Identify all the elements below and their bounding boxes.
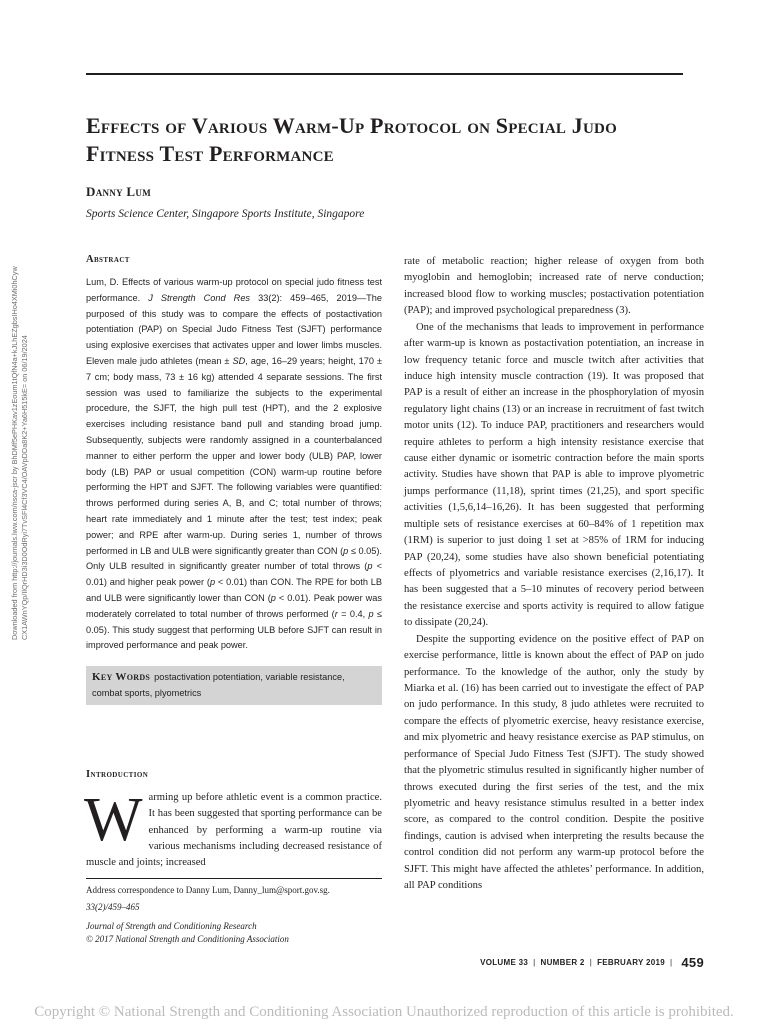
body-paragraph: One of the mechanisms that leads to improvement in performance after warm-up is known as postactivation potentiation, an increase in low frequency tetanic force and muscle twitch after activities that induce high intensity muscle contraction (19). It was proposed that PAP is a result of either an increase in the phosphorylation of myosin regulatory light chains (13) or an increase in recruitment of fast twitch motor units (12). To induce PAP, practitioners and researchers would require athletes to perform a high intensity resistance exercise that cause either dynamic or isometric contraction before the main sports activity. Studies have shown that PAP is able to improve plyometric jumps performance (11,18), sprint times (21,25), and sport specific activities (1,5,6,14–16,26). It has been suggested that performing multiple sets of resistance exercises at 60–84% of 1 repetition max (1RM) is superior to just doing 1 set at >85% of 1RM for inducing PAP (20,24), some studies have also shown beneficial potentiating effects of plyometrics and variable resistance exercises (2,16,17). It has been suggested that a 5–10 minutes of recovery period between the resistance exercise and sports activity is required to allow fatigue to dissipate (20,24). xyxy=(404,321,704,629)
author-name: Danny Lum xyxy=(86,184,152,199)
copyright-banner: Copyright © National Strength and Conditioning Association Unauthorized reproduction of this article is prohibited. xyxy=(34,1004,734,1020)
page-number: 459 xyxy=(681,955,704,970)
correspondence-note: Address correspondence to Danny Lum, Danny_lum@sport.gov.sg. xyxy=(86,885,330,895)
journal-name: Journal of Strength and Conditioning Research xyxy=(86,921,257,931)
volume-note: 33(2)/459–465 xyxy=(86,902,140,912)
footer-separator: | xyxy=(589,958,593,967)
abstract-heading: Abstract xyxy=(86,254,130,265)
download-notice xyxy=(4,170,44,640)
footnote-rule xyxy=(86,878,382,879)
journal-copyright: © 2017 National Strength and Conditioning Association xyxy=(86,934,289,944)
abstract-text: Lum, D. Effects of various warm-up protocol on special judo fitness test performance. J Strength Cond Res 33(2): 459–465, 2019—The purposed of this study was to compare the effects of postactivation potentiation (PAP) on Special Judo Fitness Test (SJFT) performance using explosive exercises that activates upper and lower limbs muscles. Eleven male judo athletes (mean ± SD, age, 16–29 years; height, 170 ± 7 cm; body mass, 73 ± 16 kg) attended 4 separate sessions. The first session was used to familiarize the subjects to the experimental procedure, the SJFT, the high pull test (HPT), and the 2 explosive exercises including resistance band pull and standing broad jump. Subsequently, subjects were randomly assigned in a counterbalanced manner to either perform the upper and lower body (ULB) PAP, lower body (LB) PAP or usual competition (CON) warm-up routine before performing the HPT and SJFT. The following variables were quantified: throws performed during series A, B, and C; total number of throws; heart rate immediately and 1 minute after the test; test index; peak power; and RPE after warm-up. During series 1, number of throws performed in LB and ULB were significantly greater than CON (p ≤ 0.05). Only ULB resulted in significantly greater number of total throws (p < 0.01) and higher peak power (p < 0.01) than CON. The RPE for both LB and ULB were significantly lower than CON (p < 0.01). Peak power was moderately correlated to total number of throws performed (r = 0.4, p ≤ 0.05). This study suggest that performing ULB before SJFT can result in improved performance and peak power. xyxy=(86,277,383,651)
introduction-text: Warming up before athletic event is a common practice. It has been suggested that sporting performance can be enhanced by performing a warm-up routine via various mechanisms including decreased resistance of muscle and joints; increased xyxy=(84,786,382,869)
download-notice-text: Downloaded from http://journals.lww.com/nsca-jscr by BhDMf5ePHKav1zEoum1tQfN4a+kJLhEZgbsIHo4XMi0hCyw CX1AWnYQp/IlQrHD3i3D0OdRyi7TvSFl4Cf3VC4/OAVpDDa8K2+Ya6H515kE= on 06/19/2024 xyxy=(10,266,29,640)
footer-separator: | xyxy=(670,958,673,967)
body-paragraph: Despite the supporting evidence on the positive effect of PAP on exercise performance, little is known about the effect of PAP on judo performance. To the knowledge of the author, only the study by Miarka et al. (16) has been carried out to investigate the effect of PAP on judo performance. In this study, 8 judo athletes were recruited to compare the effects of plyometric exercise, heavy resistance exercise, and mix plyometric and heavy resistance exercise as PAP stimulus, on performance of Special Judo Fitness Test (SJFT). The study showed that the plyometric stimulus resulted in significantly higher number of throws executed during the first series of the test, and the mix plyometric and heavy resistance stimulus resulted in a better index score, as compared to the control condition. Despite the positive findings, caution is advised when interpreting the results because the control condition did not perform any warm-up protocol before the SJFT. This might have affected the athletes’ performance. In addition, all PAP conditions xyxy=(404,633,704,892)
footnotes xyxy=(86,884,386,946)
footer-number: NUMBER 2 xyxy=(540,958,585,967)
article-title: Effects of Various Warm-Up Protocol on Special Judo Fitness Test Performance xyxy=(86,113,617,166)
keywords-label: Key Words xyxy=(92,671,151,684)
footer-date: FEBRUARY 2019 xyxy=(597,958,666,967)
drop-cap: W xyxy=(84,786,143,854)
keywords-text: postactivation potentiation, variable resistance, combat sports, plyometrics xyxy=(92,672,345,699)
introduction-heading: Introduction xyxy=(86,769,149,780)
footer-separator: | xyxy=(533,958,536,967)
running-footer xyxy=(480,955,704,970)
header-rule xyxy=(86,73,683,75)
body-right-column xyxy=(404,254,704,894)
footer-volume: VOLUME 33 xyxy=(480,958,529,967)
author-affiliation: Sports Science Center, Singapore Sports Institute, Singapore xyxy=(86,208,365,220)
body-paragraph: rate of metabolic reaction; higher release of oxygen from both myoglobin and hemoglobin; increased rate of nerve conduction; increased blood flow to working muscles; postactivation potentiation (PAP); and improved psychological preparedness (3). xyxy=(404,256,704,317)
abstract-section xyxy=(86,254,382,705)
keywords-box xyxy=(86,666,382,705)
